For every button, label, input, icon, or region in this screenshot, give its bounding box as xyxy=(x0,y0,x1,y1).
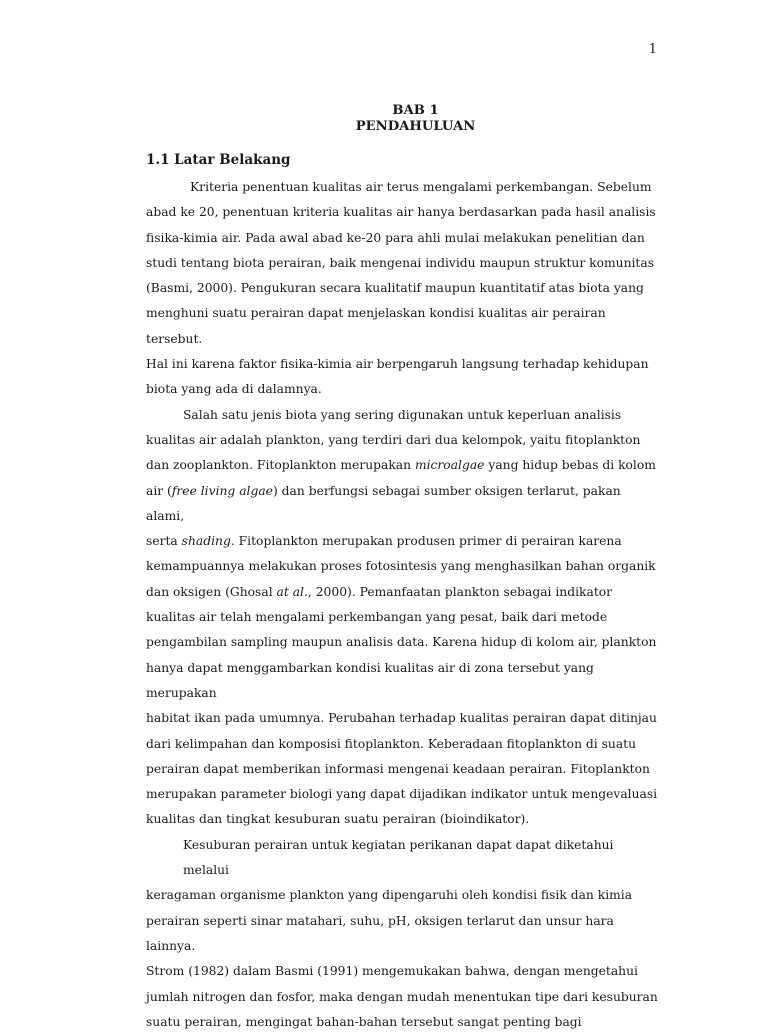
paragraph-2 xyxy=(146,403,662,833)
text-line xyxy=(146,453,662,478)
text-line xyxy=(146,479,662,530)
text-line: Salah satu jenis biota yang sering digunakan untuk keperluan analisis xyxy=(183,407,622,422)
text-run: ) dan berfungsi sebagai sumber oksigen terlarut, pakan alami, xyxy=(146,483,621,523)
chapter-label: BAB 1 xyxy=(392,103,439,118)
text-line: fisika-kimia air. Pada awal abad ke-20 para ahli mulai melakukan penelitian dan xyxy=(146,230,645,245)
text-run: serta xyxy=(146,534,182,549)
paragraph-3 xyxy=(146,833,662,1035)
text-line: Strom (1982) dalam Basmi (1991) mengemukakan bahwa, dengan mengetahui xyxy=(146,964,638,979)
text-line: hanya dapat menggambarkan kondisi kualitas air di zona tersebut yang merupakan xyxy=(146,660,594,700)
text-line: keragaman organisme plankton yang dipengaruhi oleh kondisi fisik dan kimia xyxy=(146,888,633,903)
text-line: suatu perairan, mengingat bahan-bahan tersebut sangat penting bagi xyxy=(146,1014,582,1029)
italic-term: free living algae xyxy=(171,483,273,498)
text-line: (Basmi, 2000). Pengukuran secara kualitatif maupun kuantitatif atas biota yang xyxy=(146,281,644,296)
text-line: kemampuannya melakukan proses fotosintesis yang menghasilkan bahan organik xyxy=(146,559,656,574)
page-number: 1 xyxy=(648,42,657,57)
text-line: Kriteria penentuan kualitas air terus mengalami perkembangan. Sebelum xyxy=(190,180,652,194)
text-line: studi tentang biota perairan, baik mengenai individu maupun struktur komunitas xyxy=(146,255,655,270)
chapter-heading xyxy=(63,103,768,135)
text-line: Hal ini karena faktor fisika-kimia air berpengaruh langsung terhadap kehidupan xyxy=(146,357,649,372)
text-run: dan zooplankton. Fitoplankton merupakan xyxy=(146,458,415,473)
text-run: yang hidup bebas di kolom xyxy=(484,458,656,473)
text-line: kualitas air telah mengalami perkembangan yang pesat, baik dari metode xyxy=(146,610,608,625)
text-line: jumlah nitrogen dan fosfor, maka dengan mudah menentukan tipe dari kesuburan xyxy=(146,989,658,1004)
text-line: perairan seperti sinar matahari, suhu, pH, oksigen terlarut dan unsur hara lainnya. xyxy=(146,913,614,953)
text-line: kualitas air adalah plankton, yang terdiri dari dua kelompok, yaitu fitoplankton xyxy=(146,432,641,447)
italic-term: at al. xyxy=(276,584,308,599)
italic-term: microalgae xyxy=(414,458,485,473)
text-run: . Fitoplankton merupakan produsen primer di perairan karena xyxy=(230,534,622,549)
text-line: perairan dapat memberikan informasi mengenai keadaan perairan. Fitoplankton xyxy=(146,761,650,776)
section-title: 1.1 Latar Belakang xyxy=(146,152,291,168)
paragraph-1 xyxy=(146,175,662,403)
text-run: , 2000). Pemanfaatan plankton sebagai indikator xyxy=(307,584,613,599)
text-line: pengambilan sampling maupun analisis data. Karena hidup di kolom air, plankton xyxy=(146,635,657,650)
text-line: menghuni suatu perairan dapat menjelaskan kondisi kualitas air perairan tersebut. xyxy=(146,306,606,346)
text-line: merupakan parameter biologi yang dapat dijadikan indikator untuk mengevaluasi xyxy=(146,787,658,802)
text-line: kualitas dan tingkat kesuburan suatu perairan (bioindikator). xyxy=(146,812,530,827)
text-line: Kesuburan perairan untuk kegiatan perikanan dapat dapat diketahui melalui xyxy=(183,837,614,878)
italic-term: shading xyxy=(181,534,231,549)
text-run: air ( xyxy=(146,483,172,498)
text-line: biota yang ada di dalamnya. xyxy=(146,382,322,397)
text-line xyxy=(146,529,662,554)
text-line: abad ke 20, penentuan kriteria kualitas air hanya berdasarkan pada hasil analisis xyxy=(146,205,656,220)
body-text xyxy=(146,175,662,1035)
text-line: habitat ikan pada umumnya. Perubahan terhadap kualitas perairan dapat ditinjau xyxy=(146,711,657,726)
text-line: dari kelimpahan dan komposisi fitoplankton. Keberadaan fitoplankton di suatu xyxy=(146,736,637,751)
text-line xyxy=(146,580,662,605)
text-run: dan oksigen (Ghosal xyxy=(146,584,277,599)
chapter-title: PENDAHULUAN xyxy=(355,119,476,134)
